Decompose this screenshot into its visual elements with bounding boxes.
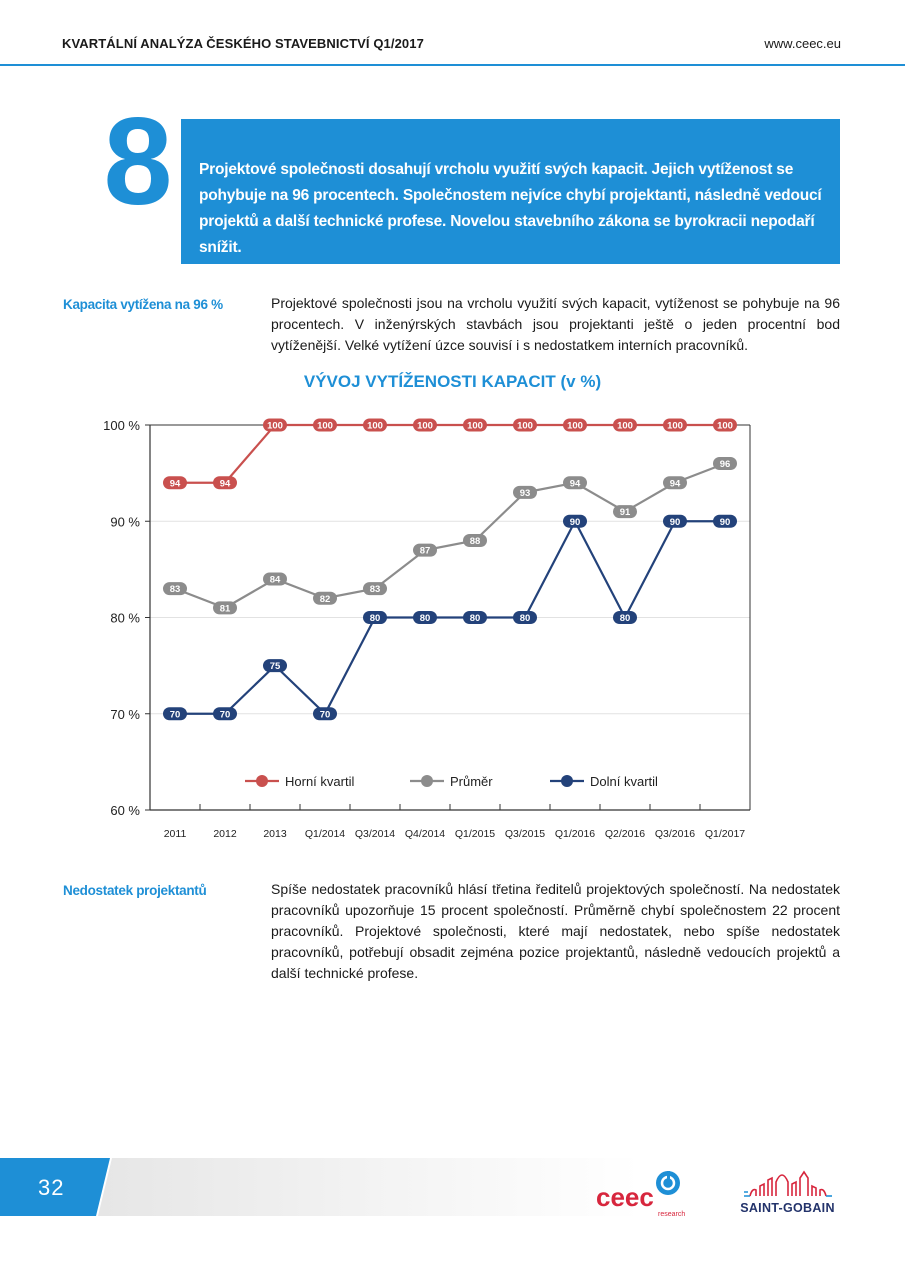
section-text-capacity: Projektové společnosti jsou na vrcholu využití svých kapacit, vytíženost se pohybuje na 96 procentech. V inženýrských stavbách jsou projektanti ještě o jeden procentní bod vytíženější. Velké vytížení úzce souvisí i s nedostatkem interních pracovníků.	[271, 295, 840, 353]
data-label: 100	[617, 420, 633, 432]
data-label: 88	[469, 536, 481, 547]
data-label: 90	[569, 516, 581, 528]
data-label: 80	[469, 613, 481, 624]
ceec-logo-text: ceec	[596, 1182, 654, 1212]
data-label: 82	[319, 593, 331, 605]
data-label: 75	[269, 661, 281, 673]
section-label-shortage: Nedostatek projektantů	[63, 883, 207, 898]
x-tick-label: Q3/2015	[504, 828, 546, 840]
highlight-box	[181, 119, 840, 264]
data-label: 93	[519, 487, 531, 499]
x-tick-label: Q3/2014	[354, 828, 396, 840]
data-label: 100	[367, 420, 383, 432]
legend-marker	[561, 775, 573, 787]
data-label: 83	[369, 584, 381, 596]
data-label: 83	[169, 584, 181, 596]
y-tick-label: 70 %	[110, 706, 140, 722]
x-tick-label: Q1/2015	[454, 828, 496, 840]
x-tick-label: Q1/2016	[554, 828, 596, 840]
data-label: 94	[169, 478, 181, 490]
section-text-shortage: Spíše nedostatek pracovníků hlásí třetina ředitelů projektových společností. Na nedostatek pracovníků upozorňuje 15 procent společností. Průměrně chybí společnostem 22 procent pracovníků. Projektové společnosti, které mají nedostatek, nebo spíše nedostatek pracovníků, potřebují obsadit zejména pozice projektantů, následně vedoucích projektů a další technické profese.	[271, 881, 840, 981]
data-label: 80	[519, 613, 531, 624]
data-label: 100	[467, 420, 483, 432]
page-number: 32	[38, 1175, 65, 1200]
data-label: 81	[219, 603, 231, 615]
data-label: 100	[717, 420, 733, 432]
series-line	[175, 464, 725, 608]
capacity-line-chart	[0, 400, 905, 850]
data-label: 70	[169, 709, 181, 721]
ceec-logo-subtext: research	[658, 1211, 686, 1218]
y-tick-label: 100 %	[103, 418, 140, 433]
header-divider	[0, 64, 905, 66]
x-tick-label: 2011	[163, 828, 187, 840]
data-label: 94	[669, 478, 681, 490]
x-tick-label: Q3/2016	[654, 828, 696, 840]
data-label: 70	[219, 709, 231, 721]
data-label: 100	[317, 420, 333, 432]
legend-marker	[256, 775, 268, 787]
data-label: 100	[417, 420, 433, 432]
data-label: 94	[219, 478, 231, 490]
saint-gobain-logo-text: SAINT-GOBAIN	[740, 1201, 835, 1215]
legend-label: Horní kvartil	[285, 774, 355, 789]
data-label: 90	[669, 516, 681, 528]
x-tick-label: Q2/2016	[604, 828, 646, 840]
header-title: KVARTÁLNÍ ANALÝZA ČESKÉHO STAVEBNICTVÍ Q1/2017	[62, 36, 424, 51]
data-label: 96	[719, 459, 731, 470]
data-label: 100	[267, 420, 283, 432]
data-label: 80	[619, 613, 631, 624]
x-tick-label: Q1/2014	[304, 828, 346, 840]
y-tick-label: 60 %	[110, 803, 140, 818]
data-label: 80	[369, 613, 381, 624]
x-tick-label: Q1/2017	[704, 828, 746, 840]
data-label: 80	[419, 613, 431, 624]
data-label: 91	[619, 507, 631, 519]
section-label-capacity: Kapacita vytížena na 96 %	[63, 297, 223, 312]
legend-label: Průměr	[450, 774, 493, 789]
x-tick-label: 2012	[213, 828, 237, 840]
data-label: 100	[567, 420, 583, 432]
data-label: 94	[569, 478, 581, 490]
data-label: 87	[419, 545, 431, 557]
series-line	[175, 425, 725, 483]
data-label: 90	[719, 516, 731, 528]
header-url[interactable]: www.ceec.eu	[764, 36, 841, 51]
x-tick-label: Q4/2014	[404, 828, 446, 840]
chart-title: VÝVOJ VYTÍŽENOSTI KAPACIT (v %)	[303, 372, 602, 391]
legend-marker	[421, 775, 433, 787]
x-tick-label: 2013	[263, 828, 287, 840]
data-label: 84	[269, 574, 281, 586]
y-tick-label: 80 %	[110, 610, 140, 626]
data-label: 100	[517, 420, 533, 432]
data-label: 100	[667, 420, 683, 432]
highlight-number: 8	[103, 93, 173, 231]
y-tick-label: 90 %	[110, 514, 140, 530]
data-label: 70	[319, 709, 331, 721]
ceec-logo	[596, 1168, 686, 1220]
highlight-text: Projektové společnosti dosahují vrcholu využití svých kapacit. Jejich vytíženost se pohybuje na 96 procentech. Společnostem nejvíce chybí projektanti, následně vedoucí projektů a další technické profese. Novelou stavebního zákona se byrokracii nepodaří snížit.	[199, 161, 822, 256]
legend-label: Dolní kvartil	[590, 774, 658, 789]
